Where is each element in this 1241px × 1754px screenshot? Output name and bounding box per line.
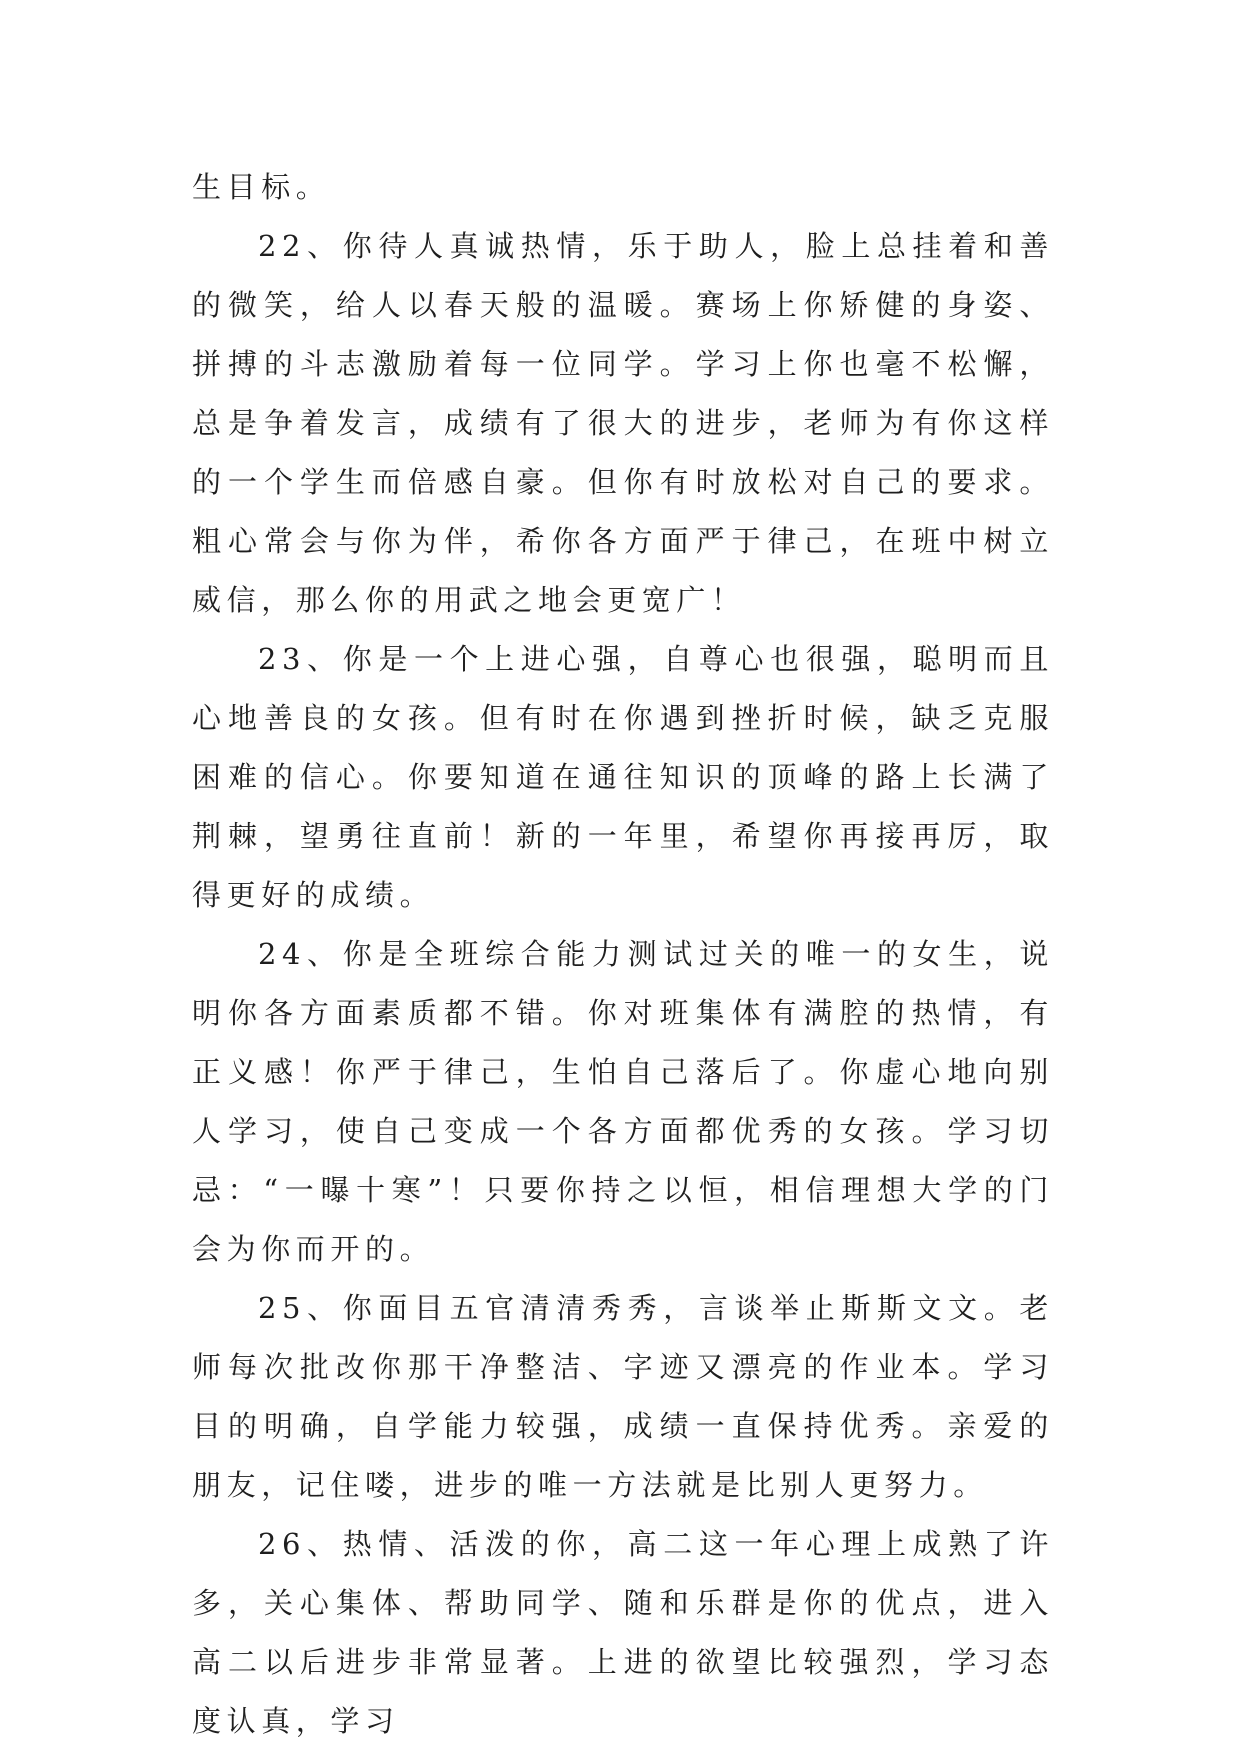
paragraph-25: 25、你面目五官清清秀秀，言谈举止斯斯文文。老师每次批改你那干净整洁、字迹又漂亮的作业本。学习目的明确，自学能力较强，成绩一直保持优秀。亲爱的朋友，记住喽，进步的唯一方法就是比别人更努力。: [192, 1291, 1054, 1502]
paragraph-26: 26、热情、活泼的你，高二这一年心理上成熟了许多，关心集体、帮助同学、随和乐群是你的优点，进入高二以后进步非常显著。上进的欲望比较强烈，学习态度认真，学习: [192, 1527, 1054, 1738]
paragraph-23: 23、你是一个上进心强，自尊心也很强，聪明而且心地善良的女孩。但有时在你遇到挫折时候，缺乏克服困难的信心。你要知道在通往知识的顶峰的路上长满了荆棘，望勇往直前！新的一年里，希望你再接再厉，取得更好的成绩。: [192, 642, 1054, 912]
document-body: [192, 158, 1054, 1751]
paragraph-21-tail: 生目标。: [192, 170, 331, 204]
paragraph-22: 22、你待人真诚热情，乐于助人，脸上总挂着和善的微笑，给人以春天般的温暖。赛场上你矫健的身姿、拼搏的斗志激励着每一位同学。学习上你也毫不松懈，总是争着发言，成绩有了很大的进步，老师为有你这样的一个学生而倍感自豪。但你有时放松对自己的要求。粗心常会与你为伴，希你各方面严于律己，在班中树立威信，那么你的用武之地会更宽广！: [192, 229, 1054, 617]
paragraph-24: 24、你是全班综合能力测试过关的唯一的女生，说明你各方面素质都不错。你对班集体有满腔的热情，有正义感！你严于律己，生怕自己落后了。你虚心地向别人学习，使自己变成一个各方面都优秀的女孩。学习切忌：“一曝十寒”！只要你持之以恒，相信理想大学的门会为你而开的。: [192, 937, 1054, 1266]
